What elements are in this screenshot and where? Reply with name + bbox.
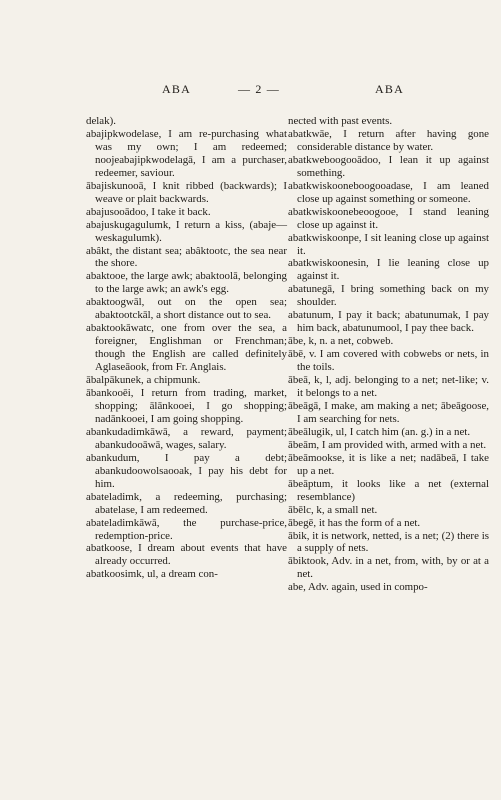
dictionary-entry: ābankooēi, I return from trading, market, shopping; ālānkooei, I go shopping; nadānkooei, I am going shopping. [86,387,287,425]
dictionary-entry: abaktookāwatc, one from over the sea, a foreigner, Englishman or Frenchman; though the English are called definitely Aglaseāook, from Fr. Anglais. [86,322,287,374]
running-head-left: ABA [162,82,191,96]
dictionary-entry: ābē, v. I am covered with cobwebs or nets, in the toils. [288,348,489,374]
dictionary-entry: abateladimkāwā, the purchase-price, redemption-price. [86,516,287,542]
right-column [288,115,489,594]
running-head-right: ABA [375,82,404,96]
page-header [0,82,501,98]
dictionary-entry: abatkwāe, I return after having gone considerable distance by water. [288,127,489,153]
page-number: — 2 — [238,82,280,96]
dictionary-entry: abaktoogwāl, out on the open sea; abaktootckāl, a short distance out to sea. [86,296,287,322]
left-column [86,115,287,581]
dictionary-entry: ābeām, I am provided with, armed with a net. [288,438,487,451]
dictionary-entry: abatkoosimk, ul, a dream con- [86,568,218,581]
dictionary-entry: nected with past events. [288,115,393,127]
dictionary-entry: abatkwiskooneboogooadase, I am leaned close up against something or someone. [288,179,489,205]
dictionary-entry: ābēlc, k, a small net. [288,503,378,516]
dictionary-entry: ābiktook, Adv. in a net, from, with, by or at a net. [288,555,489,581]
dictionary-entry: abatkweboogooādoo, I lean it up against something. [288,153,489,179]
dictionary-entry: ābalpākunek, a chipmunk. [86,374,201,387]
dictionary-entry: ābeālugik, ul, I catch him (an. g.) in a net. [288,425,471,438]
dictionary-entry: abaktooe, the large awk; abaktoolā, belonging to the large awk; an awk's egg. [86,270,287,296]
dictionary-entry: abajuskugagulumk, I return a kiss, (abaje—weskagulumk). [86,218,287,244]
dictionary-entry: abajusooādoo, I take it back. [86,205,211,218]
dictionary-entry: abateladimk, a redeeming, purchasing; abatelase, I am redeemed. [86,490,287,516]
dictionary-entry: abe, Adv. again, used in compo- [288,581,428,594]
dictionary-entry: abajipkwodelase, I am re-purchasing what was my own; I am redeemed; noojeabajipkwodelagā, I am a purchaser, redeemer, saviour. [86,127,287,179]
dictionary-entry: abatkwiskoonesin, I lie leaning close up against it. [288,257,489,283]
dictionary-entry: ābeāmookse, it is like a net; nadābeā, I take up a net. [288,451,489,477]
dictionary-entry: abâkt, the distant sea; abâktootc, the sea near the shore. [86,244,287,270]
dictionary-entry: ābe, k, n. a net, cobweb. [288,335,394,348]
dictionary-entry: abatunegā, I bring something back on my shoulder. [288,283,489,309]
dictionary-entry: abatunum, I pay it back; abatunumak, I pay him back, abatunumool, I pay thee back. [288,309,489,335]
dictionary-entry: abankudadimkāwā, a reward, payment; abankudooāwā, wages, salary. [86,425,287,451]
dictionary-entry: ābeā, k, l, adj. belonging to a net; net-like; v. it belongs to a net. [288,374,489,400]
dictionary-entry: ābeāptum, it looks like a net (external resemblance) [288,477,489,503]
dictionary-entry: ābik, it is network, netted, is a net; (2) there is a supply of nets. [288,529,489,555]
dictionary-entry: delak). [86,115,116,127]
dictionary-entry: ābeāgā, I make, am making a net; ābeāgoose, I am searching for nets. [288,399,489,425]
dictionary-entry: abatkwiskoonpe, I sit leaning close up against it. [288,231,489,257]
dictionary-entry: ābajiskunooā, I knit ribbed (backwards); I weave or plait backwards. [86,179,287,205]
dictionary-entry: abankudum, I pay a debt; abankudoowolsaooak, I pay his debt for him. [86,451,287,490]
dictionary-entry: abatkwiskoonebeoogooe, I stand leaning close up against it. [288,205,489,231]
dictionary-entry: ābegē, it has the form of a net. [288,516,421,529]
dictionary-entry: abatkoose, I dream about events that have already occurred. [86,542,287,568]
